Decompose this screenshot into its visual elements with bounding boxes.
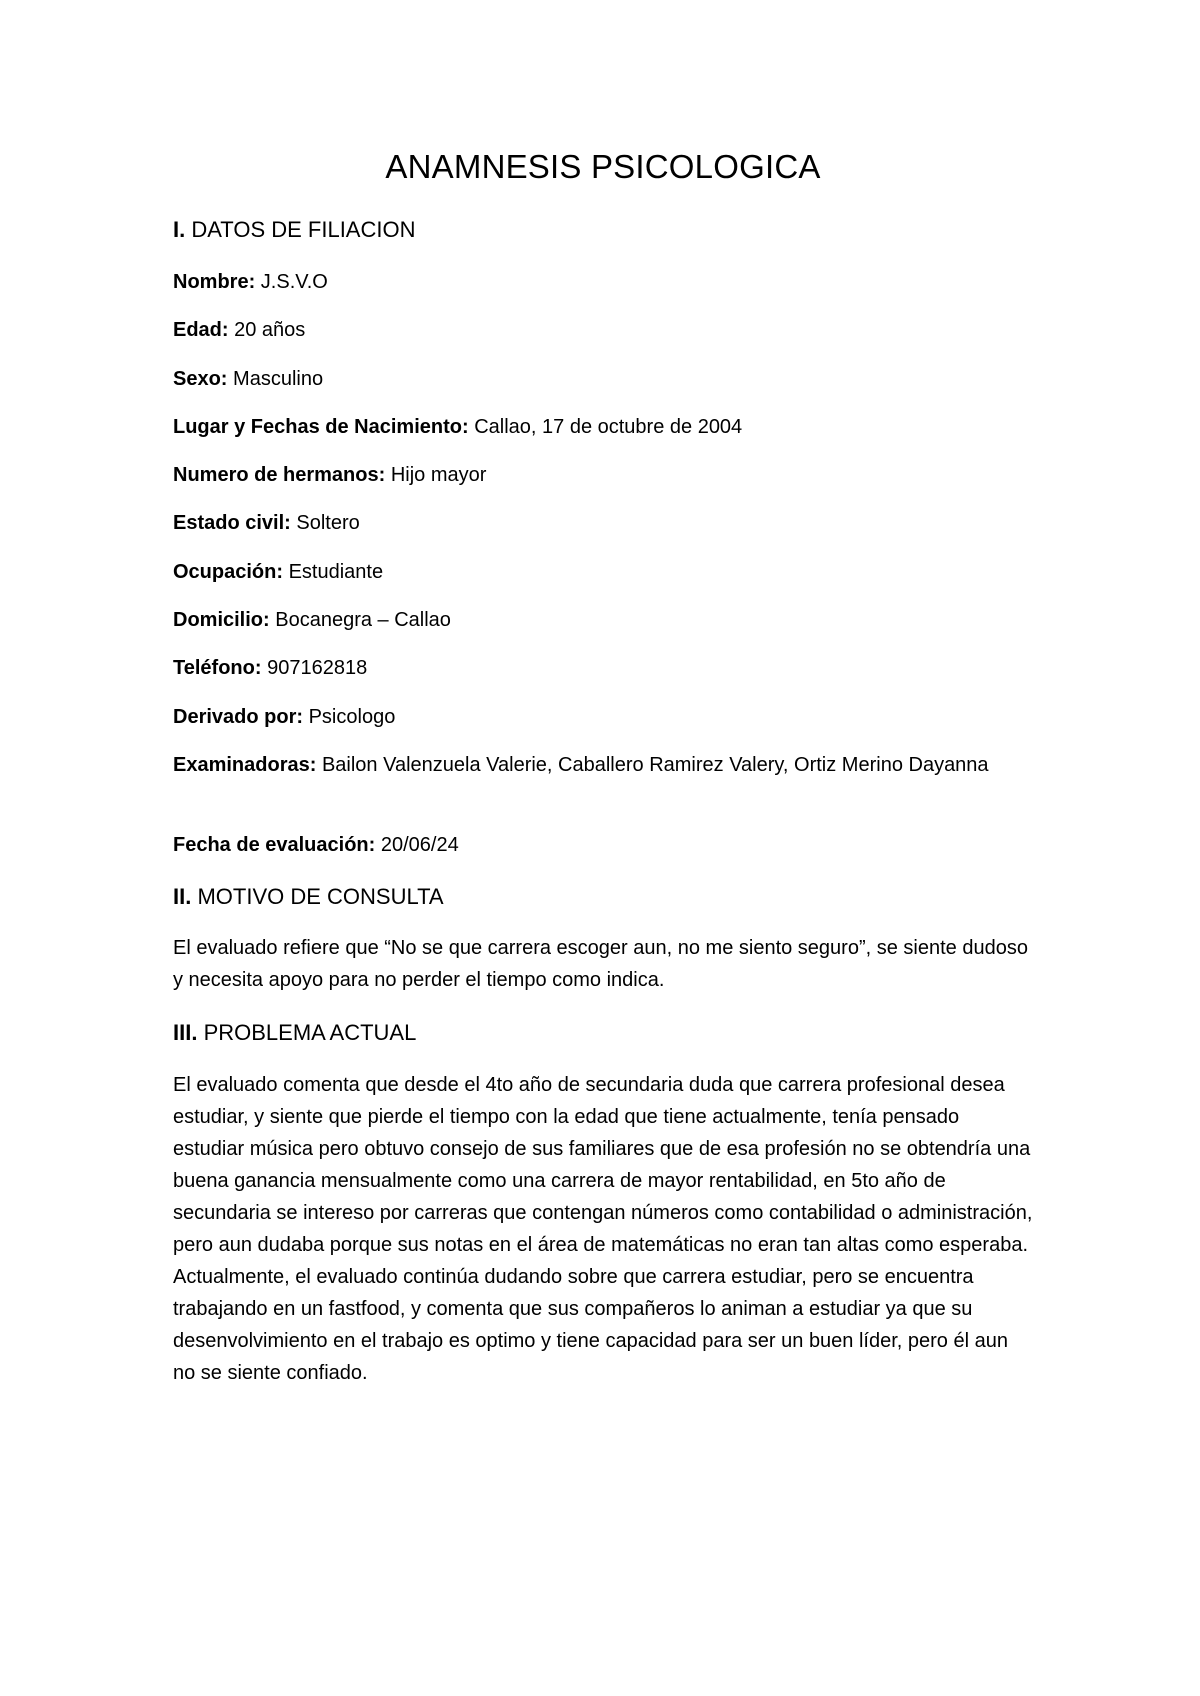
- section-title: DATOS DE FILIACION: [191, 217, 416, 242]
- section-heading-datos-filiacion: [173, 217, 415, 243]
- field-label: Derivado por:: [173, 706, 304, 728]
- field-label: Fecha de evaluación:: [173, 834, 376, 856]
- field-value: Psicologo: [308, 706, 396, 728]
- field-telefono: [173, 652, 1033, 684]
- field-label: Numero de hermanos:: [173, 464, 386, 486]
- field-label: Ocupación:: [173, 561, 284, 583]
- field-value: 20 años: [234, 319, 306, 341]
- field-derivado-por: [173, 701, 1033, 733]
- field-label: Sexo:: [173, 368, 228, 390]
- field-label: Lugar y Fechas de Nacimiento:: [173, 416, 469, 438]
- field-numero-hermanos: [173, 459, 1033, 491]
- field-domicilio: [173, 604, 1033, 636]
- field-value: Soltero: [296, 512, 360, 534]
- field-label: Domicilio:: [173, 609, 270, 631]
- field-sexo: [173, 363, 1033, 395]
- field-edad: [173, 314, 1033, 346]
- field-value: Masculino: [233, 368, 324, 390]
- field-label: Examinadoras:: [173, 754, 317, 776]
- field-estado-civil: [173, 507, 1033, 539]
- section-number: II.: [173, 884, 192, 909]
- field-value: J.S.V.O: [260, 271, 328, 293]
- problema-actual-text: El evaluado comenta que desde el 4to año de secundaria duda que carrera profesional desea estudiar, y siente que pierde el tiempo con la edad que tiene actualmente, tenía pensado estudiar música pero obtuvo consejo de sus familiares que de esa profesión no se obtendría una buena ganancia mensualmente como una carrera de mayor rentabilidad, en 5to año de secundaria se intereso por carreras que contengan números como contabilidad o administración, pero aun dudaba porque sus notas en el área de matemáticas no eran tan altas como esperaba. Actualmente, el evaluado continúa dudando sobre que carrera estudiar, pero se encuentra trabajando en un fastfood, y comenta que sus compañeros lo animan a estudiar ya que su desenvolvimiento en el trabajo es optimo y tiene capacidad para ser un buen líder, pero él aun no se siente confiado.: [173, 1074, 1033, 1384]
- section-heading-motivo-consulta: [173, 884, 444, 910]
- field-label: Teléfono:: [173, 657, 262, 679]
- field-label: Nombre:: [173, 271, 256, 293]
- section-number: I.: [173, 217, 186, 242]
- field-label: Edad:: [173, 319, 229, 341]
- field-value: 20/06/24: [380, 834, 459, 856]
- field-value: Bailon Valenzuela Valerie, Caballero Ramirez Valery, Ortiz Merino Dayanna: [321, 754, 989, 776]
- field-nombre: [173, 266, 1033, 298]
- section-title: PROBLEMA ACTUAL: [203, 1020, 417, 1045]
- document-title: ANAMNESIS PSICOLOGICA: [385, 148, 821, 185]
- field-value: 907162818: [267, 657, 368, 679]
- field-lugar-fecha-nacimiento: [173, 411, 1033, 443]
- field-value: Bocanegra – Callao: [275, 609, 451, 631]
- field-fecha-evaluacion: [173, 829, 1033, 861]
- field-value: Estudiante: [288, 561, 384, 583]
- section-number: III.: [173, 1020, 198, 1045]
- document-page: [173, 0, 1033, 1696]
- motivo-consulta-text: El evaluado refiere que “No se que carrera escoger aun, no me siento seguro”, se siente dudoso y necesita apoyo para no perder el tiempo como indica.: [173, 937, 1028, 991]
- field-ocupacion: [173, 556, 1033, 588]
- field-value: Callao, 17 de octubre de 2004: [474, 416, 743, 438]
- section-heading-problema-actual: [173, 1020, 416, 1046]
- section-title: MOTIVO DE CONSULTA: [197, 884, 444, 909]
- field-value: Hijo mayor: [390, 464, 487, 486]
- field-examinadoras: [173, 749, 1033, 781]
- field-label: Estado civil:: [173, 512, 291, 534]
